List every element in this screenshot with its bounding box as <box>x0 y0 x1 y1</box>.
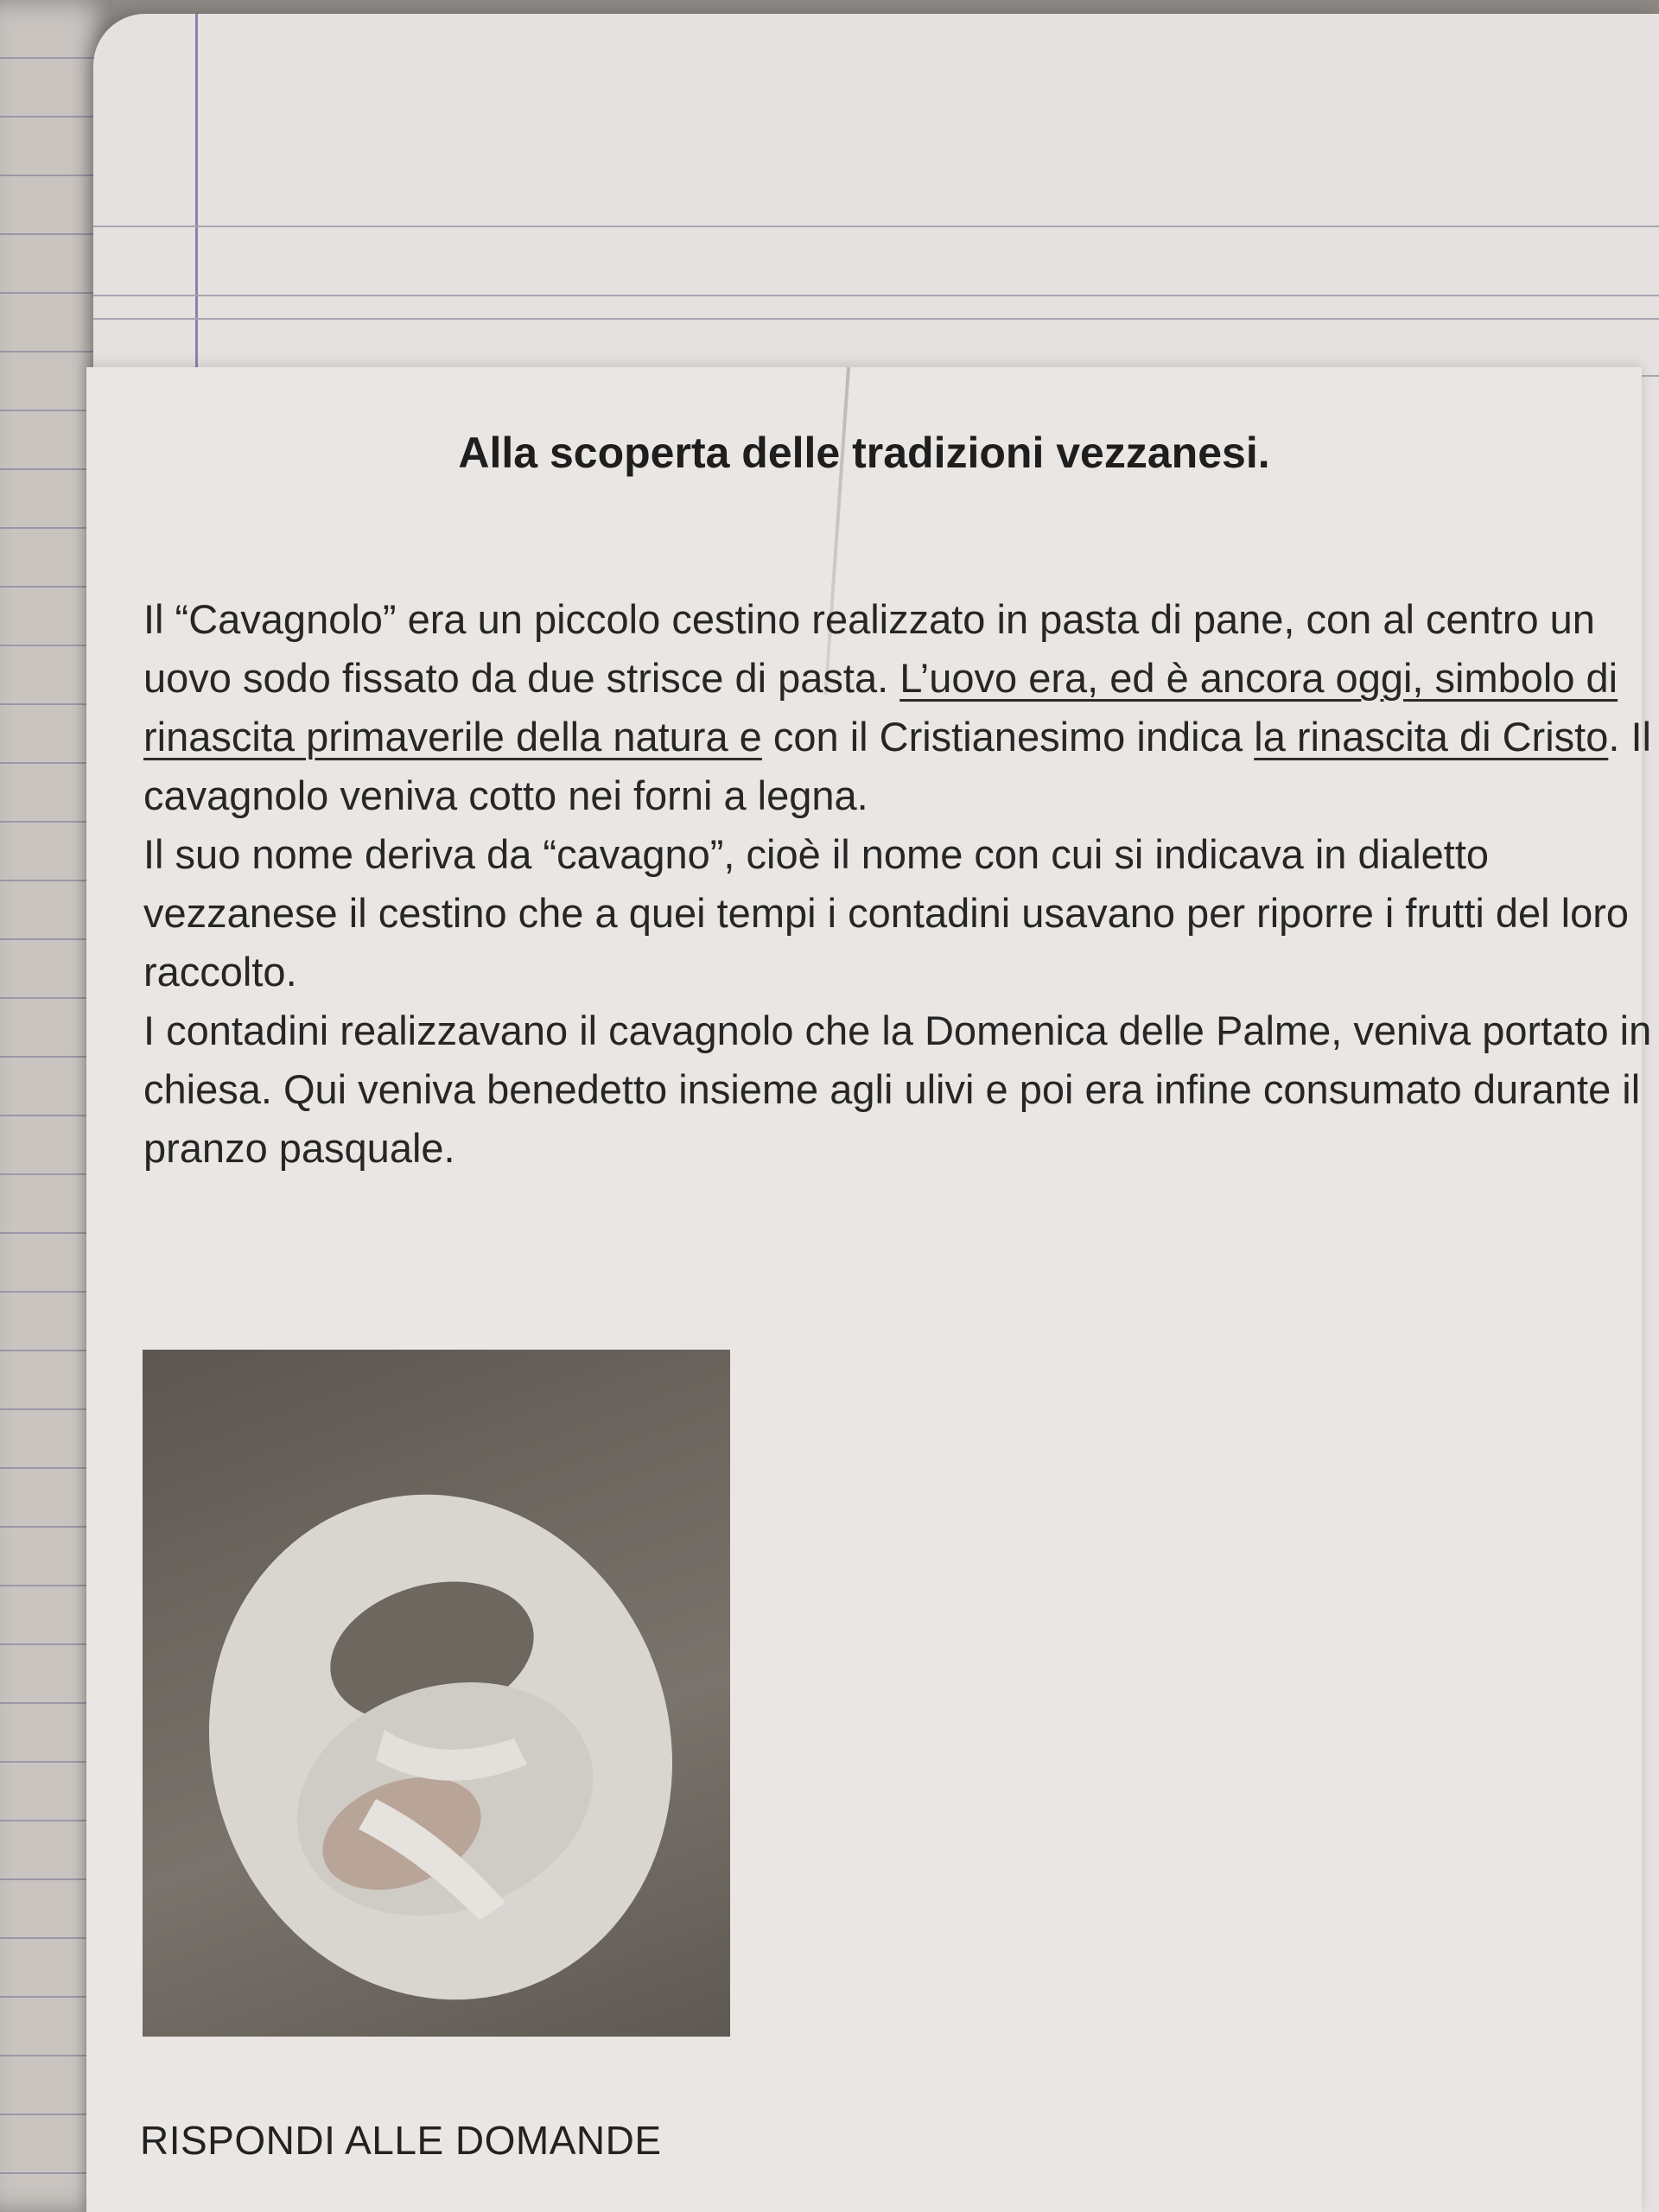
printed-sheet <box>86 367 1652 2212</box>
document-body <box>143 590 1659 1178</box>
document-title: Alla scoperta delle tradizioni vezzanesi. <box>458 429 1270 477</box>
ruled-line <box>93 226 1659 227</box>
ruled-line <box>93 295 1659 296</box>
underlined-phrase-1: L’uovo era, ed è ancora oggi, simbolo di rinascita primaverile della natura e <box>143 655 1618 760</box>
margin-line <box>195 14 198 429</box>
paragraph-2: Il suo nome deriva da “cavagno”, cioè il nome con cui si indicava in dialetto vezzanese il cestino che a quei tempi i contadini usavano per riporre i frutti del loro raccolto. <box>143 831 1630 995</box>
paragraph-1-middle: con il Cristianesimo indica <box>761 714 1255 760</box>
cavagnolo-photo <box>143 1350 730 2037</box>
answer-questions-heading: RISPONDI ALLE DOMANDE <box>140 2118 662 2163</box>
paragraph-1-end: . Il cavagnolo veniva cotto nei forni a legna. <box>143 714 1651 818</box>
paragraph-1-start: Il “Cavagnolo” era un piccolo cestino realizzato in pasta di pane, con al centro un uovo sodo fissato da due strisce di pasta. <box>143 596 1595 701</box>
cavagnolo-illustration <box>143 1350 730 2037</box>
paragraph-1 <box>143 590 1659 825</box>
ruled-line <box>93 318 1659 320</box>
paragraph-3: I contadini realizzavano il cavagnolo che la Domenica delle Palme, veniva portato in chiesa. Qui veniva benedetto insieme agli ulivi e poi era infine consumato durante il pranzo pasquale. <box>143 1007 1652 1171</box>
underlined-phrase-2: la rinascita di Cristo <box>1254 714 1609 760</box>
